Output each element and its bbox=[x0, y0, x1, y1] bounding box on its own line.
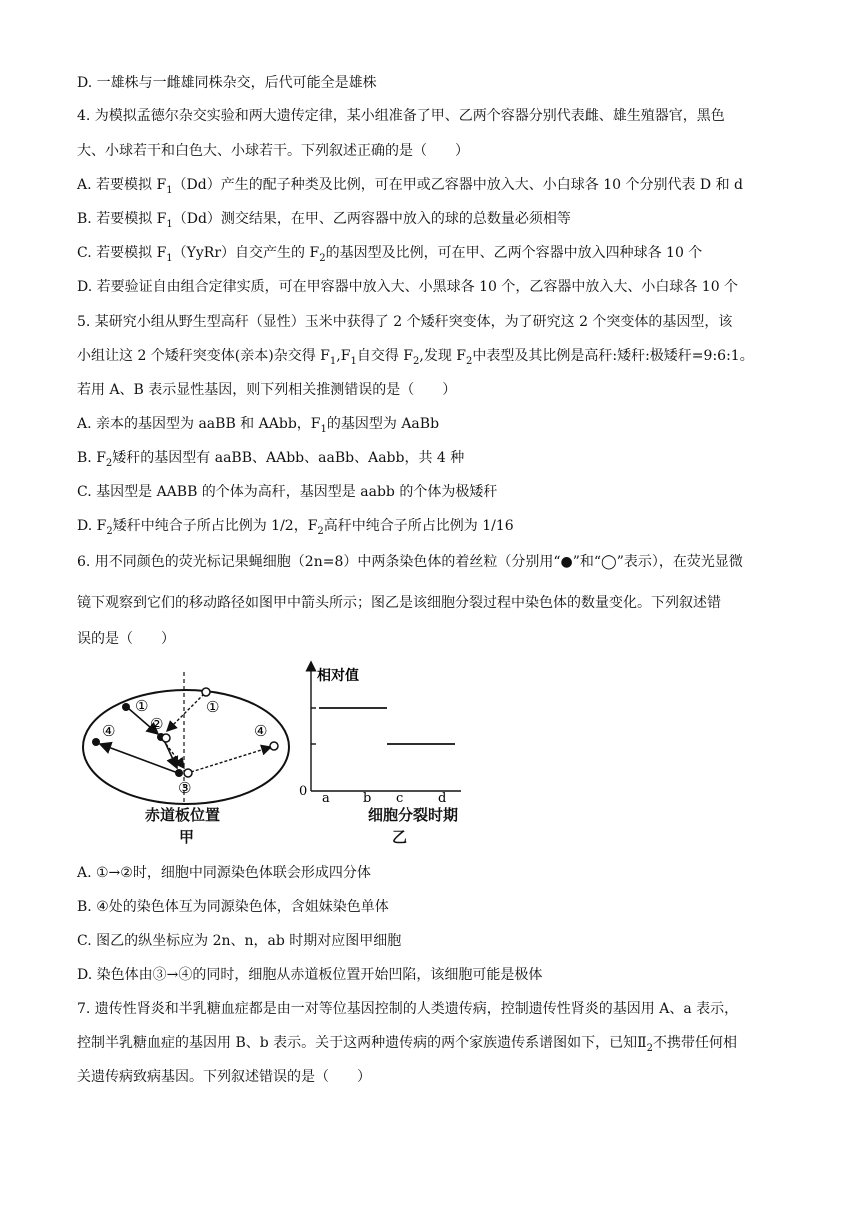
white-centromere-2 bbox=[162, 734, 170, 742]
x-tick-b: b bbox=[363, 791, 372, 806]
label-n4-right: ④ bbox=[254, 722, 268, 740]
figure-jia-name: 甲 bbox=[179, 828, 195, 846]
q6-stem-line2: 镜下观察到它们的移动路径如图甲中箭头所示；图乙是该细胞分裂过程中染色体的数量变化。下列叙述错 bbox=[77, 595, 721, 611]
x-tick-c: c bbox=[396, 791, 404, 806]
label-n3: ③ bbox=[178, 779, 192, 797]
black-centromere-3 bbox=[175, 769, 183, 777]
figure-jia-plate-label: 赤道板位置 bbox=[145, 806, 221, 824]
figure-yi-xlabel: 细胞分裂时期 bbox=[368, 806, 459, 824]
q4-stem-line1: 4. 为模拟孟德尔杂交实验和两大遗传定律，某小组准备了甲、乙两个容器分别代表雌、雄生殖器官，黑色 bbox=[77, 108, 725, 124]
q5-option-b: B. $F_2$矮秆的基因型有 aaBB、AAbb、aaBb、Aabb，共 4 种 bbox=[77, 450, 465, 469]
q6-option-a: A. ①→②时，细胞中同源染色体联会形成四分体 bbox=[77, 865, 371, 881]
q7-stem-line3: 关遗传病致病基因。下列叙述错误的是（ ） bbox=[77, 1069, 371, 1085]
q5-stem-line3: 若用 A、B 表示显性基因，则下列相关推测错误的是（ ） bbox=[77, 382, 457, 398]
q4-stem-line2: 大、小球若干和白色大、小球若干。下列叙述正确的是（ ） bbox=[77, 143, 469, 159]
figure-jia-diagram bbox=[78, 672, 298, 807]
white-centromere-1 bbox=[202, 688, 210, 696]
white-centromere-4 bbox=[270, 742, 278, 750]
q4-option-a: A. 若要模拟 $F_1(Dd)$产生的配子种类及比例，可在甲或乙容器中放入大、小白球各 10 个分别代表 D 和 d bbox=[77, 177, 743, 196]
y-axis-label: 相对值 bbox=[317, 668, 359, 684]
figure-yi-chart bbox=[296, 660, 466, 810]
q7-stem-line1: 7. 遗传性肾炎和半乳糖血症都是由一对等位基因控制的人类遗传病，控制遗传性肾炎的基因用 A、a 表示， bbox=[77, 1001, 739, 1017]
q5-stem-line2: 小组让这 2 个矮秆突变体(亲本)杂交得 $F_1,F_1$自交得 $F_2$,发现 $F_2$中表型及其比例是高秆:矮秆:极矮秆=9:6:1。 bbox=[77, 348, 754, 367]
q6-stem-line3: 误的是（ ） bbox=[77, 631, 175, 647]
label-n1-right: ① bbox=[206, 698, 220, 716]
label-n1-left: ① bbox=[135, 697, 149, 715]
q4-option-c: C. 若要模拟 $F_1(YyRr)$自交产生的 $F_2$的基因型及比例，可在甲、乙两个容器中放入四种球各 10 个 bbox=[77, 245, 703, 264]
q3-option-d: D. 一雄株与一雌雄同株杂交，后代可能全是雄株 bbox=[77, 75, 377, 91]
figure-yi-name: 乙 bbox=[392, 828, 408, 846]
q6-option-b: B. ④处的染色体互为同源染色体，含姐妹染色单体 bbox=[77, 899, 389, 915]
q5-stem-line1: 5. 某研究小组从野生型高秆（显性）玉米中获得了 2 个矮秆突变体，为了研究这 2 个突变体的基因型，该 bbox=[77, 314, 733, 330]
q5-option-d: D. $F_2$矮秆中纯合子所占比例为 1/2，$F_2$高秆中纯合子所占比例为 1/16 bbox=[77, 518, 514, 537]
label-n4-left: ④ bbox=[102, 722, 116, 740]
q6-option-c: C. 图乙的纵坐标应为 2n、n，ab 时期对应图甲细胞 bbox=[77, 933, 402, 949]
q4-option-b: B. 若要模拟 $F_1(Dd)$测交结果，在甲、乙两容器中放入的球的总数量必须相等 bbox=[77, 211, 571, 230]
label-n2: ② bbox=[150, 715, 164, 733]
q4-option-d: D. 若要验证自由组合定律实质，可在甲容器中放入大、小黑球各 10 个，乙容器中放入大、小白球各 10 个 bbox=[77, 279, 739, 295]
q6-option-d: D. 染色体由③→④的同时，细胞从赤道板位置开始凹陷，该细胞可能是极体 bbox=[77, 967, 543, 983]
q6-stem-line1: 6. 用不同颜色的荧光标记果蝇细胞（2n=8）中两条染色体的着丝粒（分别用“●”和“◯”表示），在荧光显微 bbox=[77, 554, 743, 570]
black-centromere-4 bbox=[92, 738, 100, 746]
white-centromere-3 bbox=[184, 769, 192, 777]
q5-option-c: C. 基因型是 AABB 的个体为高秆，基因型是 aabb 的个体为极矮秆 bbox=[77, 484, 498, 500]
q7-stem-line2: 控制半乳糖血症的基因用 B、b 表示。关于这两种遗传病的两个家族遗传系谱图如下，已知$Ⅱ_2$不携带任何相 bbox=[77, 1035, 738, 1054]
origin-label: 0 bbox=[299, 784, 308, 799]
x-tick-d: d bbox=[438, 791, 447, 806]
x-tick-a: a bbox=[322, 791, 330, 806]
black-centromere-1 bbox=[122, 703, 130, 711]
q5-option-a: A. 亲本的基因型为 aaBB 和 AAbb，$F_1$的基因型为 AaBb bbox=[77, 416, 440, 435]
